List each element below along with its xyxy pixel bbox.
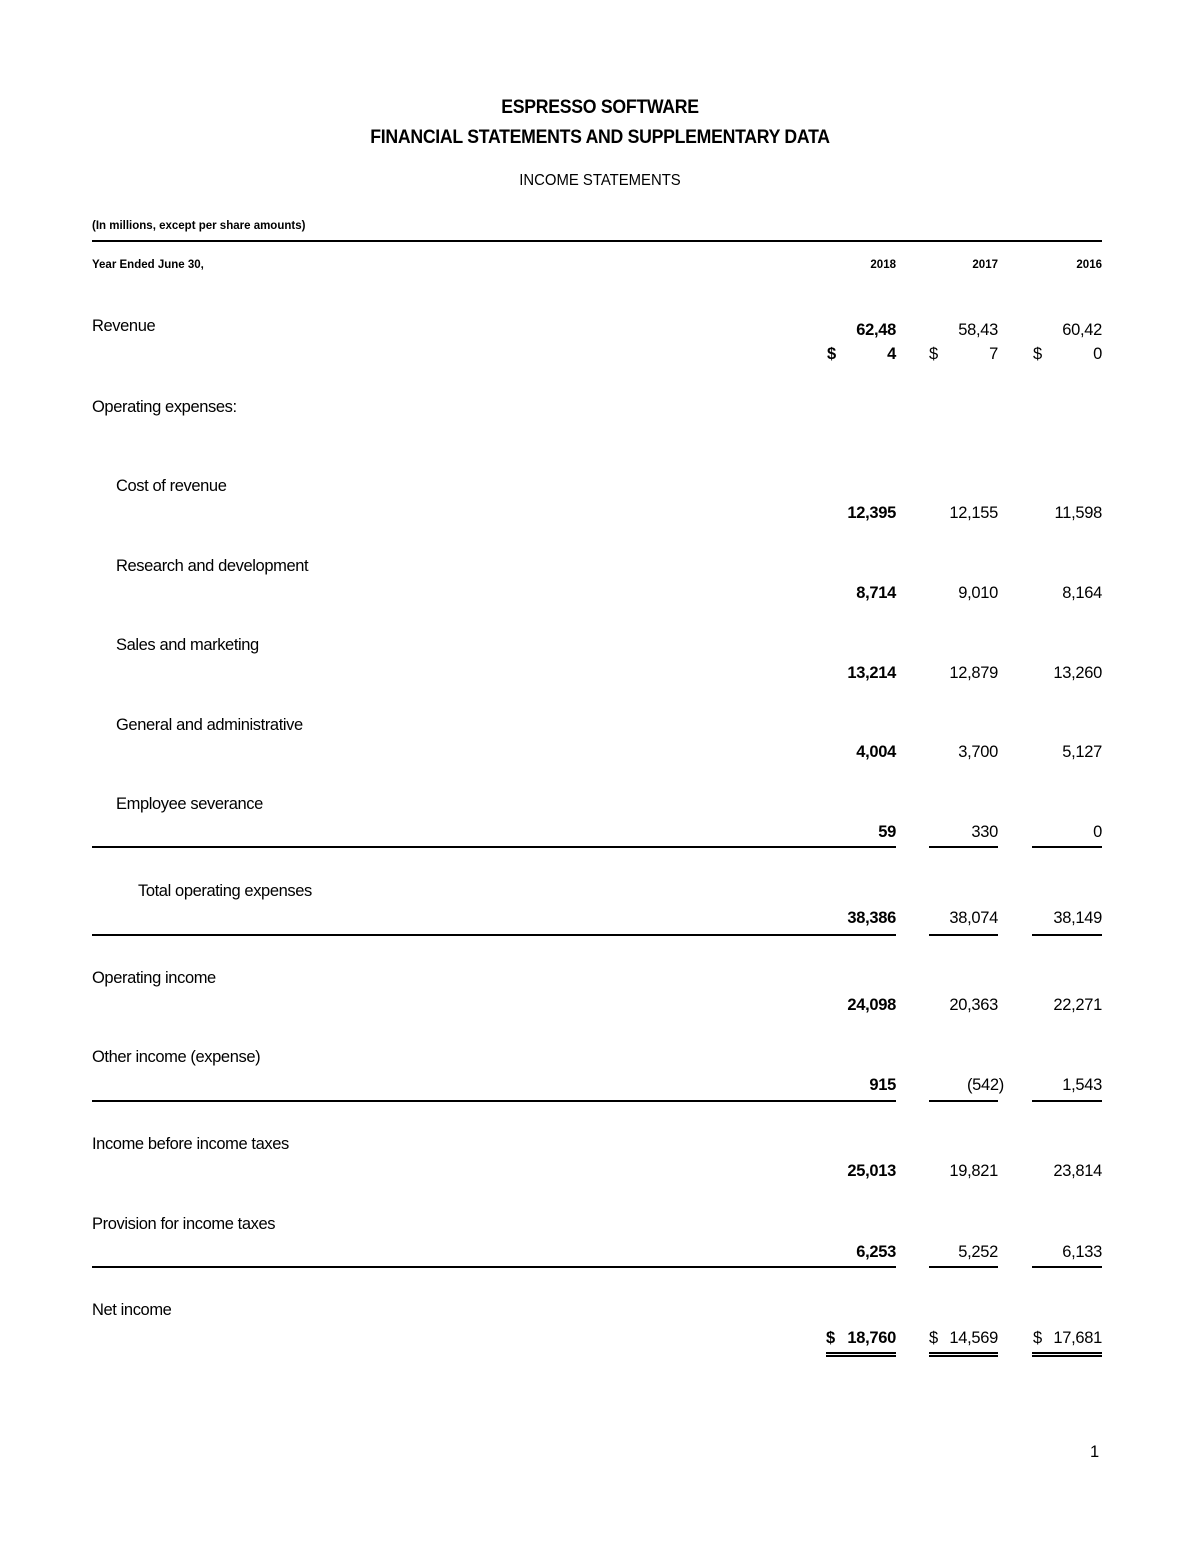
provision-taxes-2018: 6,253	[856, 1243, 896, 1261]
net-income-2016-currency: $	[1033, 1329, 1043, 1347]
cost-of-revenue-2017: 12,155	[949, 504, 998, 522]
total-opex-2016: 38,149	[1053, 909, 1102, 927]
income-before-taxes-2016: 23,814	[1053, 1162, 1102, 1180]
net-income-double-rule-2017-b	[929, 1355, 998, 1357]
other-income-rule-2017	[929, 1100, 998, 1102]
revenue-2016-currency: $	[1033, 345, 1043, 363]
year-2017: 2017	[972, 259, 998, 271]
provision-rule-2018	[92, 1266, 896, 1268]
provision-rule-2016	[1032, 1266, 1102, 1268]
severance-rule-2018	[92, 846, 896, 848]
employee-severance-2017: 330	[971, 823, 998, 841]
provision-taxes-label: Provision for income taxes	[92, 1215, 276, 1233]
year-2018: 2018	[870, 259, 896, 271]
operating-income-2017: 20,363	[949, 996, 998, 1014]
general-admin-label: General and administrative	[116, 716, 303, 734]
revenue-2017-bottom: 7	[989, 345, 998, 363]
severance-rule-2016	[1032, 846, 1102, 848]
company-name: ESPRESSO SOFTWARE	[501, 97, 699, 118]
general-admin-2017: 3,700	[958, 743, 998, 761]
total-opex-rule-2016	[1032, 934, 1102, 936]
other-income-label: Other income (expense)	[92, 1048, 261, 1066]
year-ended-label: Year Ended June 30,	[92, 259, 204, 271]
cost-of-revenue-label: Cost of revenue	[116, 477, 227, 495]
research-development-2018: 8,714	[856, 584, 896, 602]
revenue-2016-bottom: 0	[1093, 345, 1102, 363]
cost-of-revenue-2018: 12,395	[847, 504, 896, 522]
revenue-2018-top: 62,48	[856, 321, 896, 339]
header-rule	[92, 240, 1102, 242]
net-income-2018-currency: $	[826, 1329, 836, 1347]
other-income-rule-2018	[92, 1100, 896, 1102]
net-income-label: Net income	[92, 1301, 172, 1319]
page-number: 1	[1090, 1443, 1100, 1461]
revenue-2017-currency: $	[929, 345, 939, 363]
research-development-2016: 8,164	[1062, 584, 1102, 602]
section-title: INCOME STATEMENTS	[519, 172, 681, 189]
year-2016: 2016	[1076, 259, 1102, 271]
net-income-double-rule-2017-a	[929, 1352, 998, 1354]
operating-income-label: Operating income	[92, 969, 216, 987]
general-admin-2018: 4,004	[856, 743, 896, 761]
revenue-label: Revenue	[92, 317, 156, 335]
severance-rule-2017	[929, 846, 998, 848]
cost-of-revenue-2016: 11,598	[1054, 504, 1102, 522]
net-income-2017: 14,569	[949, 1329, 998, 1347]
total-opex-2017: 38,074	[949, 909, 998, 927]
net-income-double-rule-2016-a	[1032, 1352, 1102, 1354]
total-opex-2018: 38,386	[847, 909, 896, 927]
other-income-2016: 1,543	[1062, 1076, 1102, 1094]
employee-severance-label: Employee severance	[116, 795, 263, 813]
net-income-2017-currency: $	[929, 1329, 939, 1347]
revenue-2018-currency: $	[827, 345, 837, 363]
research-development-label: Research and development	[116, 557, 309, 575]
net-income-2016: 17,681	[1053, 1329, 1102, 1347]
document-title: FINANCIAL STATEMENTS AND SUPPLEMENTARY DATA	[370, 127, 830, 148]
revenue-2016-top: 60,42	[1062, 321, 1102, 339]
provision-rule-2017	[929, 1266, 998, 1268]
net-income-2018: 18,760	[847, 1329, 896, 1347]
income-before-taxes-label: Income before income taxes	[92, 1135, 289, 1153]
sales-marketing-label: Sales and marketing	[116, 636, 259, 654]
sales-marketing-2016: 13,260	[1053, 664, 1102, 682]
total-opex-rule-2017	[929, 934, 998, 936]
units-note: (In millions, except per share amounts)	[92, 220, 306, 232]
general-admin-2016: 5,127	[1062, 743, 1102, 761]
other-income-2018: 915	[869, 1076, 896, 1094]
income-before-taxes-2018: 25,013	[847, 1162, 896, 1180]
net-income-double-rule-2016-b	[1032, 1355, 1102, 1357]
sales-marketing-2017: 12,879	[949, 664, 998, 682]
total-opex-rule-2018	[92, 934, 896, 936]
employee-severance-2016: 0	[1093, 823, 1102, 841]
income-before-taxes-2017: 19,821	[949, 1162, 998, 1180]
operating-income-2018: 24,098	[847, 996, 896, 1014]
employee-severance-2018: 59	[878, 823, 896, 841]
research-development-2017: 9,010	[958, 584, 998, 602]
net-income-double-rule-2018-a	[826, 1352, 896, 1354]
operating-income-2016: 22,271	[1053, 996, 1102, 1014]
other-income-rule-2016	[1032, 1100, 1102, 1102]
revenue-2018-bottom: 4	[887, 345, 896, 363]
operating-expenses-heading: Operating expenses:	[92, 398, 237, 416]
provision-taxes-2017: 5,252	[958, 1243, 998, 1261]
other-income-2017: (542)	[966, 1076, 1004, 1094]
sales-marketing-2018: 13,214	[847, 664, 896, 682]
revenue-2017-top: 58,43	[958, 321, 998, 339]
total-opex-label: Total operating expenses	[138, 882, 312, 900]
net-income-double-rule-2018-b	[826, 1355, 896, 1357]
provision-taxes-2016: 6,133	[1062, 1243, 1102, 1261]
